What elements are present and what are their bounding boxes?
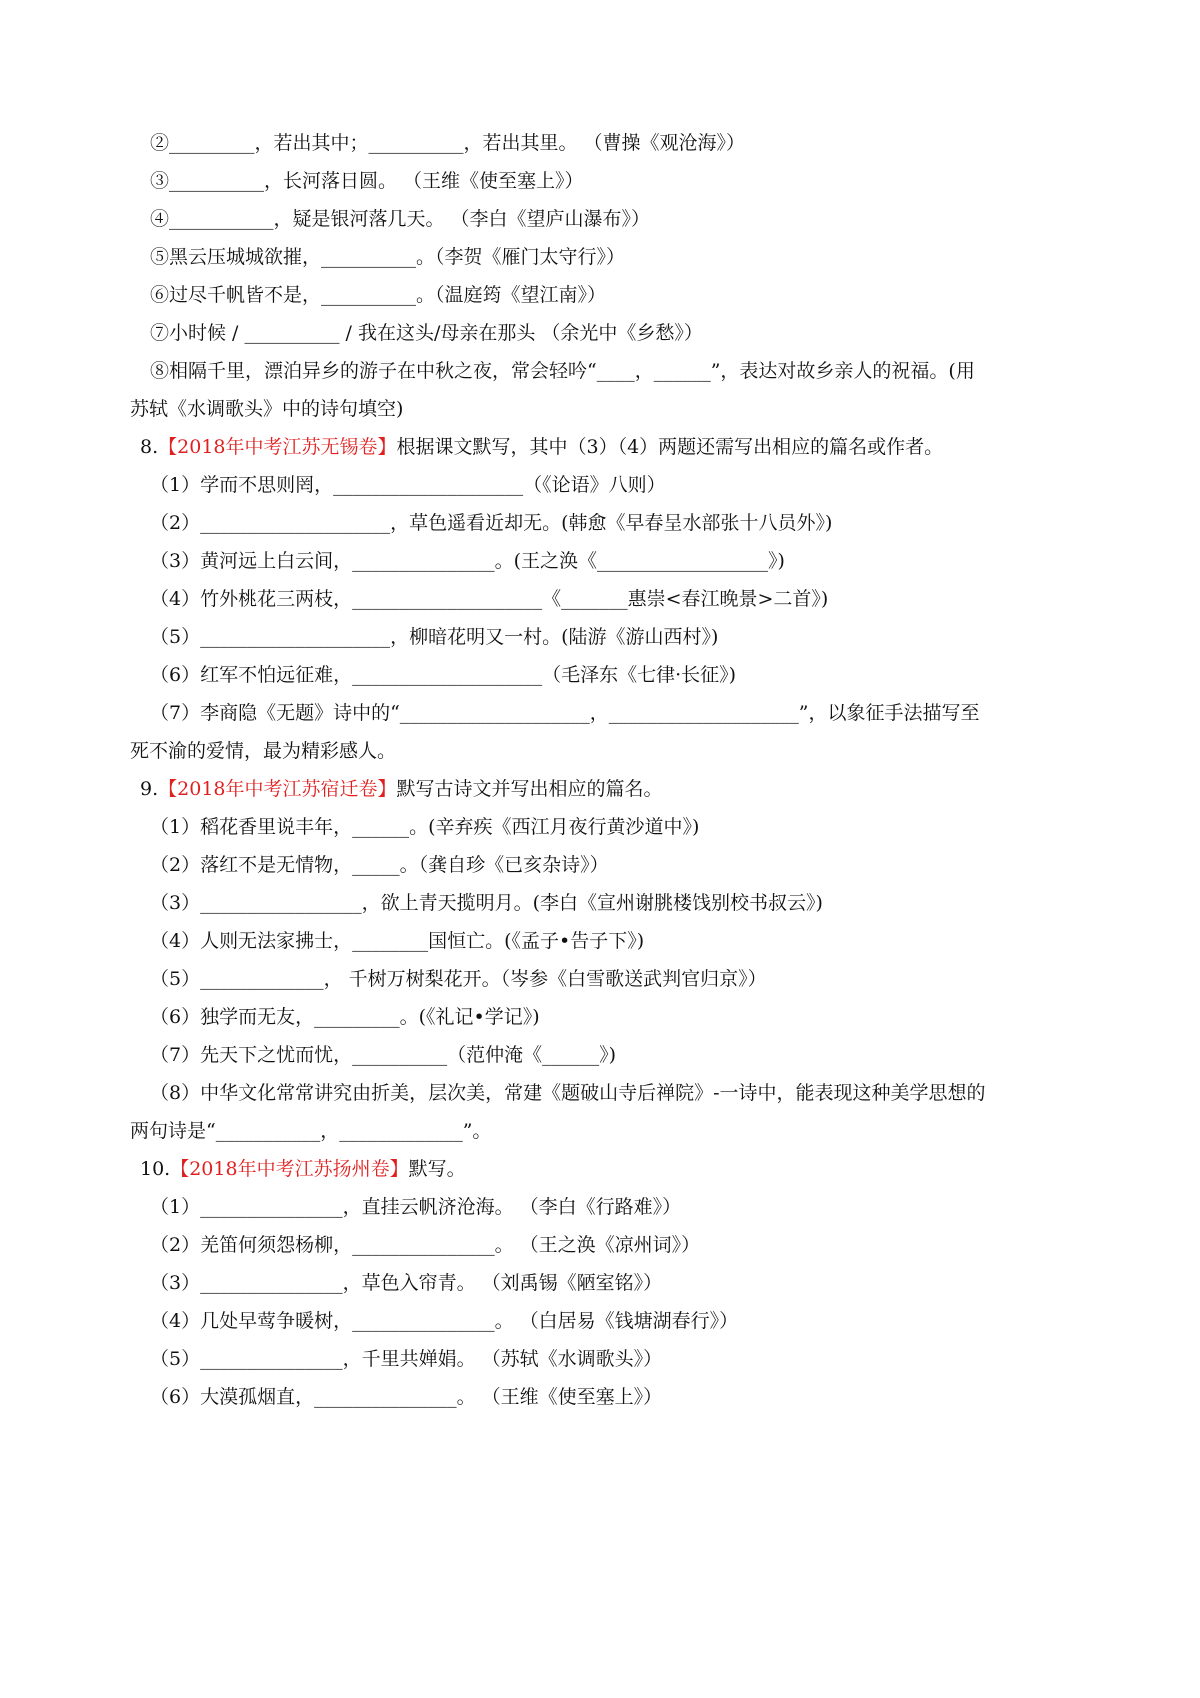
section-10-item-6: （6）大漠孤烟直，_______________。 （王维《使至塞上》） — [150, 1386, 663, 1408]
section-8-item-5: （5）____________________，柳暗花明又一村。(陆游《游山西村》) — [150, 626, 719, 648]
section-9-item-7: （7）先天下之忧而忧，__________（范仲淹《______》) — [150, 1044, 617, 1066]
section-10-item-1: （1）_______________，直挂云帆济沧海。 （李白《行路难》） — [150, 1196, 682, 1218]
section-9-tag: 【2018年中考江苏宿迁卷】 — [158, 778, 397, 800]
section-8-number: 8. — [140, 436, 159, 458]
line-7-6: ⑥过尽千帆皆不是，__________。（温庭筠《望江南》） — [150, 284, 607, 306]
line-7-8: ⑧相隔千里，漂泊异乡的游子在中秋之夜，常会轻吟“____，______”，表达对故乡亲人的祝福。(用 — [150, 360, 975, 382]
section-8-item-1: （1）学而不思则罔，____________________（《论语》八则） — [150, 474, 666, 496]
section-8-item-7: （7）李商隐《无题》诗中的“____________________，____________________”，以象征手法描写至 — [150, 702, 980, 724]
line-7-8-cont: 苏轼《水调歌头》中的诗句填空) — [130, 398, 404, 420]
section-10-tag: 【2018年中考江苏扬州卷】 — [170, 1158, 409, 1180]
line-7-2: ②_________，若出其中；__________，若出其里。 （曹操《观沧海》） — [150, 132, 746, 154]
section-9-item-6: （6）独学而无友，_________。(《礼记•学记》) — [150, 1006, 540, 1028]
section-9-item-3: （3）_________________，欲上青天揽明月。(李白《宣州谢朓楼饯别校书叔云》) — [150, 892, 823, 914]
section-10-item-4: （4）几处早莺争暖树，_______________。 （白居易《钱塘湖春行》） — [150, 1310, 739, 1332]
section-9-heading — [140, 774, 1110, 804]
section-8-item-2: （2）____________________，草色遥看近却无。(韩愈《早春呈水部张十八员外》) — [150, 512, 833, 534]
section-8-heading — [140, 432, 1110, 462]
section-10-instruction: 默写。 — [408, 1158, 466, 1180]
section-10-heading — [140, 1154, 1110, 1184]
line-7-7: ⑦小时候 / __________ / 我在这头/母亲在那头 （余光中《乡愁》） — [150, 322, 703, 344]
section-8-tag: 【2018年中考江苏无锡卷】 — [158, 436, 397, 458]
section-9-item-4: （4）人则无法家拂士，________国恒亡。(《孟子•告子下》) — [150, 930, 645, 952]
section-9-instruction: 默写古诗文并写出相应的篇名。 — [396, 778, 663, 800]
section-9-item-8-cont: 两句诗是“___________，_____________”。 — [130, 1120, 492, 1142]
section-9-item-2: （2）落红不是无情物，_____。（龚自珍《已亥杂诗》） — [150, 854, 609, 876]
section-9-item-1: （1）稻花香里说丰年，______。(辛弃疾《西江月夜行黄沙道中》) — [150, 816, 700, 838]
section-8-item-4: （4）竹外桃花三两枝，____________________《_______惠崇<春江晚景>二首》) — [150, 588, 829, 610]
section-8-item-6: （6）红军不怕远征难，____________________（毛泽东《七律·长征》) — [150, 664, 737, 686]
line-7-5: ⑤黑云压城城欲摧，__________。（李贺《雁门太守行》） — [150, 246, 626, 268]
section-8-item-3: （3）黄河远上白云间，_______________。(王之涣《__________________》) — [150, 550, 785, 572]
section-10-number: 10. — [140, 1158, 171, 1180]
section-9-item-8: （8）中华文化常常讲究由折美，层次美，常建《题破山寺后禅院》-一诗中，能表现这种美学思想的 — [150, 1082, 986, 1104]
section-8-instruction: 根据课文默写，其中（3）（4）两题还需写出相应的篇名或作者。 — [396, 436, 944, 458]
section-10-item-5: （5）_______________，千里共婵娟。 （苏轼《水调歌头》） — [150, 1348, 663, 1370]
section-9-item-5: （5）_____________， 千树万树梨花开。（岑参《白雪歌送武判官归京》） — [150, 968, 767, 990]
section-10-item-3: （3）_______________，草色入帘青。 （刘禹锡《陋室铭》） — [150, 1272, 663, 1294]
section-8-item-7-cont: 死不渝的爱情，最为精彩感人。 — [130, 740, 397, 762]
line-7-4: ④___________，疑是银河落几天。 （李白《望庐山瀑布》） — [150, 208, 651, 230]
section-10-item-2: （2）羌笛何须怨杨柳，_______________。 （王之涣《凉州词》） — [150, 1234, 701, 1256]
section-9-number: 9. — [140, 778, 159, 800]
line-7-3: ③__________，长河落日圆。 （王维《使至塞上》） — [150, 170, 584, 192]
